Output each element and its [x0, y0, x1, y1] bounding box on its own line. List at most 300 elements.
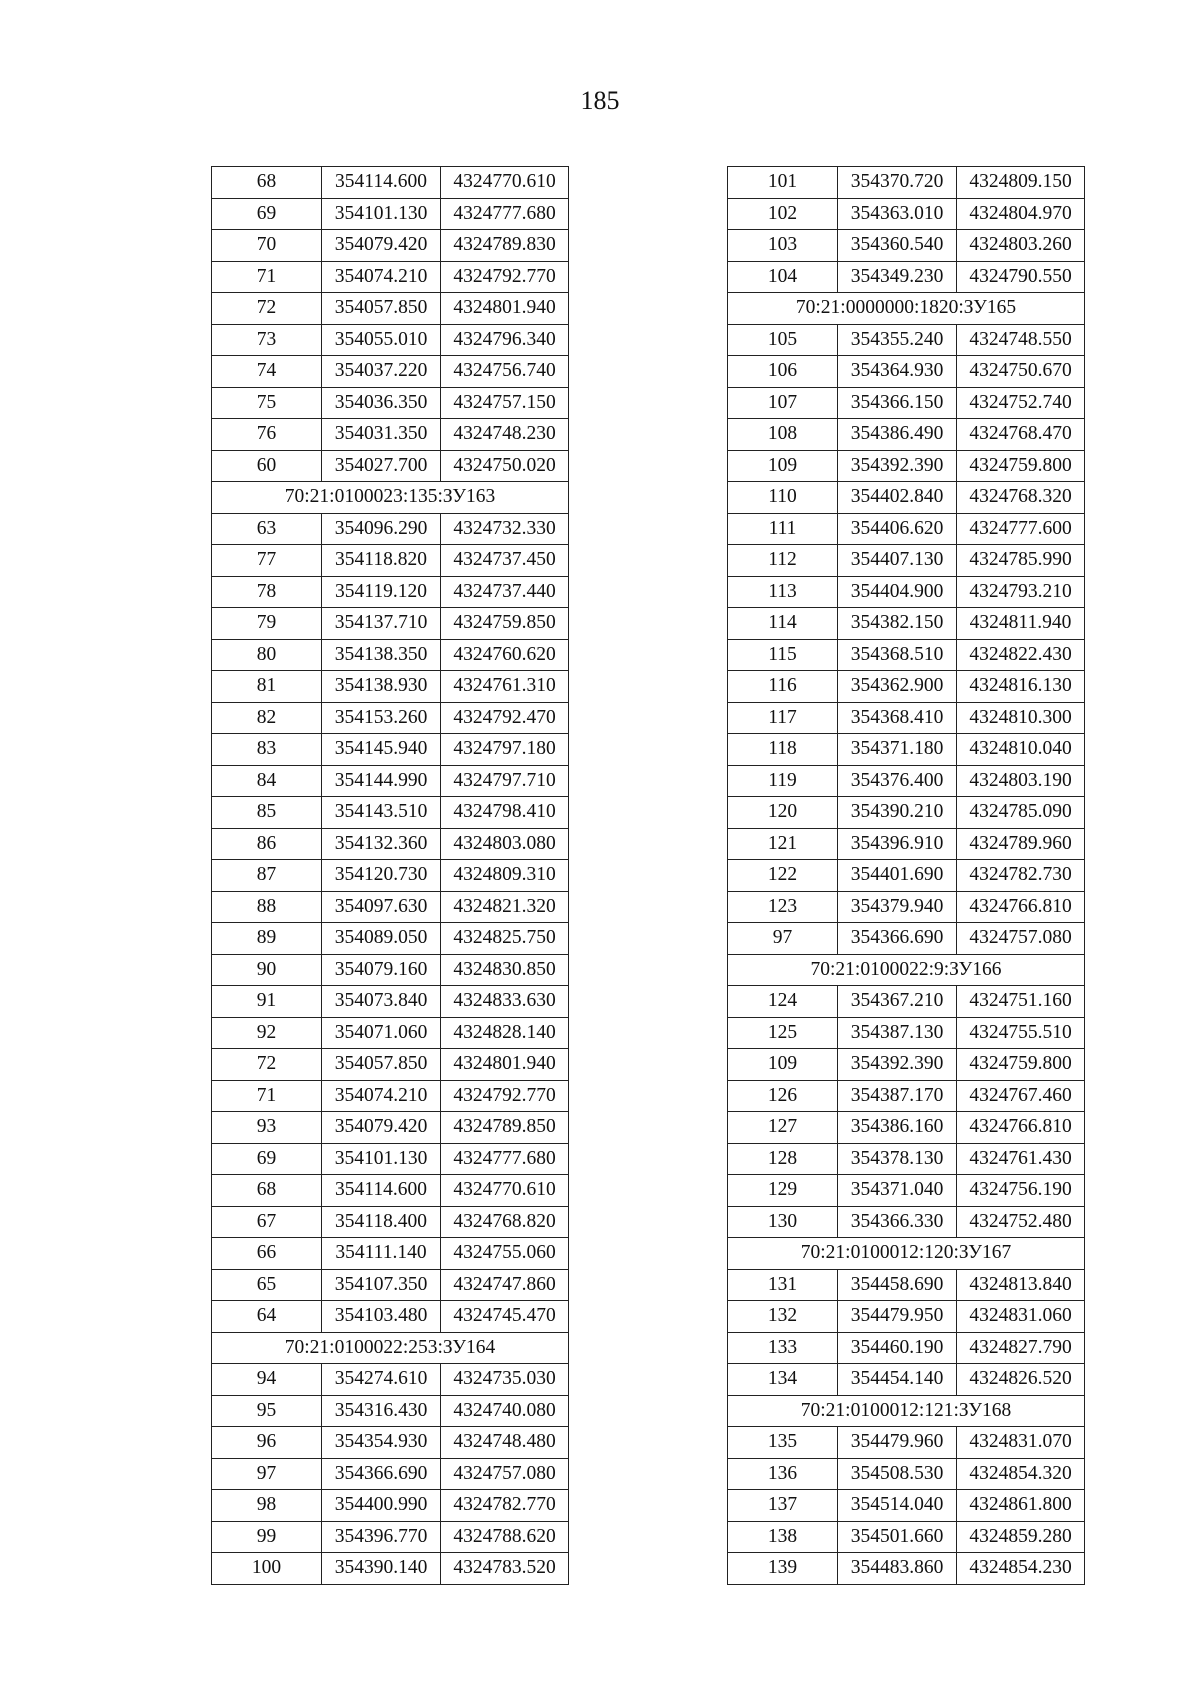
- x-coordinate-cell: 354378.130: [838, 1143, 957, 1175]
- parcel-cadastral-number: 70:21:0100022:9:ЗУ166: [728, 954, 1085, 986]
- table-row: [212, 608, 569, 640]
- y-coordinate-cell: 4324785.090: [957, 797, 1085, 829]
- table-row: [212, 1049, 569, 1081]
- table-row: [728, 986, 1085, 1018]
- y-coordinate-cell: 4324801.940: [441, 293, 569, 325]
- point-number-cell: 71: [212, 261, 322, 293]
- table-row: [728, 1175, 1085, 1207]
- y-coordinate-cell: 4324756.740: [441, 356, 569, 388]
- table-row: [212, 765, 569, 797]
- table-row: [212, 545, 569, 577]
- y-coordinate-cell: 4324760.620: [441, 639, 569, 671]
- y-coordinate-cell: 4324803.260: [957, 230, 1085, 262]
- y-coordinate-cell: 4324821.320: [441, 891, 569, 923]
- x-coordinate-cell: 354143.510: [322, 797, 441, 829]
- table-row: [212, 1017, 569, 1049]
- point-number-cell: 105: [728, 324, 838, 356]
- y-coordinate-cell: 4324803.190: [957, 765, 1085, 797]
- point-number-cell: 134: [728, 1364, 838, 1396]
- table-row: [728, 545, 1085, 577]
- point-number-cell: 83: [212, 734, 322, 766]
- table-row: [728, 608, 1085, 640]
- x-coordinate-cell: 354514.040: [838, 1490, 957, 1522]
- parcel-header-row: [212, 482, 569, 514]
- x-coordinate-cell: 354055.010: [322, 324, 441, 356]
- point-number-cell: 120: [728, 797, 838, 829]
- point-number-cell: 116: [728, 671, 838, 703]
- point-number-cell: 84: [212, 765, 322, 797]
- y-coordinate-cell: 4324752.740: [957, 387, 1085, 419]
- coordinates-table-right: [727, 166, 1085, 1585]
- table-row: [212, 1521, 569, 1553]
- x-coordinate-cell: 354392.390: [838, 1049, 957, 1081]
- x-coordinate-cell: 354057.850: [322, 1049, 441, 1081]
- x-coordinate-cell: 354145.940: [322, 734, 441, 766]
- x-coordinate-cell: 354483.860: [838, 1553, 957, 1585]
- table-row: [728, 671, 1085, 703]
- x-coordinate-cell: 354274.610: [322, 1364, 441, 1396]
- y-coordinate-cell: 4324854.230: [957, 1553, 1085, 1585]
- point-number-cell: 139: [728, 1553, 838, 1585]
- y-coordinate-cell: 4324777.600: [957, 513, 1085, 545]
- point-number-cell: 90: [212, 954, 322, 986]
- table-row: [728, 261, 1085, 293]
- table-row: [212, 198, 569, 230]
- table-row: [212, 797, 569, 829]
- y-coordinate-cell: 4324735.030: [441, 1364, 569, 1396]
- x-coordinate-cell: 354071.060: [322, 1017, 441, 1049]
- table-row: [212, 1238, 569, 1270]
- point-number-cell: 112: [728, 545, 838, 577]
- y-coordinate-cell: 4324797.180: [441, 734, 569, 766]
- y-coordinate-cell: 4324813.840: [957, 1269, 1085, 1301]
- table-row: [728, 1269, 1085, 1301]
- x-coordinate-cell: 354362.900: [838, 671, 957, 703]
- x-coordinate-cell: 354460.190: [838, 1332, 957, 1364]
- x-coordinate-cell: 354396.910: [838, 828, 957, 860]
- y-coordinate-cell: 4324768.470: [957, 419, 1085, 451]
- point-number-cell: 95: [212, 1395, 322, 1427]
- y-coordinate-cell: 4324831.070: [957, 1427, 1085, 1459]
- y-coordinate-cell: 4324792.770: [441, 1080, 569, 1112]
- point-number-cell: 108: [728, 419, 838, 451]
- point-number-cell: 69: [212, 1143, 322, 1175]
- point-number-cell: 128: [728, 1143, 838, 1175]
- y-coordinate-cell: 4324777.680: [441, 1143, 569, 1175]
- y-coordinate-cell: 4324785.990: [957, 545, 1085, 577]
- x-coordinate-cell: 354120.730: [322, 860, 441, 892]
- point-number-cell: 66: [212, 1238, 322, 1270]
- table-row: [728, 1143, 1085, 1175]
- x-coordinate-cell: 354479.960: [838, 1427, 957, 1459]
- y-coordinate-cell: 4324737.440: [441, 576, 569, 608]
- point-number-cell: 138: [728, 1521, 838, 1553]
- point-number-cell: 113: [728, 576, 838, 608]
- x-coordinate-cell: 354138.930: [322, 671, 441, 703]
- table-row: [728, 356, 1085, 388]
- y-coordinate-cell: 4324816.130: [957, 671, 1085, 703]
- table-row: [728, 1490, 1085, 1522]
- x-coordinate-cell: 354387.170: [838, 1080, 957, 1112]
- x-coordinate-cell: 354402.840: [838, 482, 957, 514]
- point-number-cell: 70: [212, 230, 322, 262]
- x-coordinate-cell: 354386.160: [838, 1112, 957, 1144]
- x-coordinate-cell: 354370.720: [838, 167, 957, 199]
- x-coordinate-cell: 354119.120: [322, 576, 441, 608]
- point-number-cell: 71: [212, 1080, 322, 1112]
- y-coordinate-cell: 4324793.210: [957, 576, 1085, 608]
- y-coordinate-cell: 4324756.190: [957, 1175, 1085, 1207]
- y-coordinate-cell: 4324792.470: [441, 702, 569, 734]
- x-coordinate-cell: 354316.430: [322, 1395, 441, 1427]
- table-row: [728, 450, 1085, 482]
- point-number-cell: 110: [728, 482, 838, 514]
- x-coordinate-cell: 354371.180: [838, 734, 957, 766]
- y-coordinate-cell: 4324740.080: [441, 1395, 569, 1427]
- y-coordinate-cell: 4324828.140: [441, 1017, 569, 1049]
- table-row: [212, 513, 569, 545]
- table-row: [728, 482, 1085, 514]
- x-coordinate-cell: 354382.150: [838, 608, 957, 640]
- y-coordinate-cell: 4324759.800: [957, 1049, 1085, 1081]
- x-coordinate-cell: 354404.900: [838, 576, 957, 608]
- table-row: [212, 1112, 569, 1144]
- point-number-cell: 124: [728, 986, 838, 1018]
- y-coordinate-cell: 4324827.790: [957, 1332, 1085, 1364]
- table-row: [728, 734, 1085, 766]
- y-coordinate-cell: 4324759.850: [441, 608, 569, 640]
- y-coordinate-cell: 4324770.610: [441, 167, 569, 199]
- table-row: [728, 167, 1085, 199]
- table-row: [728, 923, 1085, 955]
- point-number-cell: 93: [212, 1112, 322, 1144]
- parcel-header-row: [728, 293, 1085, 325]
- y-coordinate-cell: 4324792.770: [441, 261, 569, 293]
- point-number-cell: 64: [212, 1301, 322, 1333]
- table-row: [728, 702, 1085, 734]
- parcel-cadastral-number: 70:21:0100022:253:ЗУ164: [212, 1332, 569, 1364]
- point-number-cell: 72: [212, 1049, 322, 1081]
- table-row: [212, 324, 569, 356]
- x-coordinate-cell: 354144.990: [322, 765, 441, 797]
- y-coordinate-cell: 4324809.310: [441, 860, 569, 892]
- table-row: [212, 1490, 569, 1522]
- point-number-cell: 101: [728, 167, 838, 199]
- point-number-cell: 81: [212, 671, 322, 703]
- table-row: [212, 387, 569, 419]
- y-coordinate-cell: 4324766.810: [957, 891, 1085, 923]
- y-coordinate-cell: 4324861.800: [957, 1490, 1085, 1522]
- y-coordinate-cell: 4324752.480: [957, 1206, 1085, 1238]
- table-row: [728, 1553, 1085, 1585]
- x-coordinate-cell: 354367.210: [838, 986, 957, 1018]
- x-coordinate-cell: 354079.160: [322, 954, 441, 986]
- table-row: [728, 1458, 1085, 1490]
- table-row: [728, 797, 1085, 829]
- y-coordinate-cell: 4324803.080: [441, 828, 569, 860]
- table-row: [728, 419, 1085, 451]
- y-coordinate-cell: 4324757.150: [441, 387, 569, 419]
- x-coordinate-cell: 354079.420: [322, 1112, 441, 1144]
- table-row: [212, 167, 569, 199]
- x-coordinate-cell: 354138.350: [322, 639, 441, 671]
- x-coordinate-cell: 354074.210: [322, 1080, 441, 1112]
- point-number-cell: 123: [728, 891, 838, 923]
- point-number-cell: 87: [212, 860, 322, 892]
- x-coordinate-cell: 354354.930: [322, 1427, 441, 1459]
- point-number-cell: 103: [728, 230, 838, 262]
- x-coordinate-cell: 354031.350: [322, 419, 441, 451]
- table-row: [728, 198, 1085, 230]
- coordinates-table-left: [211, 166, 569, 1585]
- x-coordinate-cell: 354103.480: [322, 1301, 441, 1333]
- point-number-cell: 74: [212, 356, 322, 388]
- parcel-cadastral-number: 70:21:0100023:135:ЗУ163: [212, 482, 569, 514]
- page-number: 185: [580, 86, 620, 115]
- point-number-cell: 104: [728, 261, 838, 293]
- table-row: [728, 828, 1085, 860]
- point-number-cell: 114: [728, 608, 838, 640]
- point-number-cell: 131: [728, 1269, 838, 1301]
- table-row: [212, 1269, 569, 1301]
- x-coordinate-cell: 354366.150: [838, 387, 957, 419]
- x-coordinate-cell: 354096.290: [322, 513, 441, 545]
- table-row: [212, 1206, 569, 1238]
- point-number-cell: 88: [212, 891, 322, 923]
- point-number-cell: 109: [728, 1049, 838, 1081]
- point-number-cell: 75: [212, 387, 322, 419]
- y-coordinate-cell: 4324859.280: [957, 1521, 1085, 1553]
- point-number-cell: 107: [728, 387, 838, 419]
- y-coordinate-cell: 4324804.970: [957, 198, 1085, 230]
- y-coordinate-cell: 4324732.330: [441, 513, 569, 545]
- table-row: [728, 765, 1085, 797]
- table-row: [728, 230, 1085, 262]
- x-coordinate-cell: 354387.130: [838, 1017, 957, 1049]
- x-coordinate-cell: 354036.350: [322, 387, 441, 419]
- x-coordinate-cell: 354363.010: [838, 198, 957, 230]
- point-number-cell: 115: [728, 639, 838, 671]
- table-row: [212, 923, 569, 955]
- table-row: [212, 356, 569, 388]
- table-row: [728, 860, 1085, 892]
- point-number-cell: 136: [728, 1458, 838, 1490]
- y-coordinate-cell: 4324789.830: [441, 230, 569, 262]
- table-row: [728, 1017, 1085, 1049]
- table-row: [728, 1112, 1085, 1144]
- point-number-cell: 97: [212, 1458, 322, 1490]
- point-number-cell: 67: [212, 1206, 322, 1238]
- x-coordinate-cell: 354107.350: [322, 1269, 441, 1301]
- y-coordinate-cell: 4324854.320: [957, 1458, 1085, 1490]
- parcel-cadastral-number: 70:21:0100012:121:ЗУ168: [728, 1395, 1085, 1427]
- y-coordinate-cell: 4324757.080: [957, 923, 1085, 955]
- x-coordinate-cell: 354401.690: [838, 860, 957, 892]
- parcel-cadastral-number: 70:21:0000000:1820:ЗУ165: [728, 293, 1085, 325]
- x-coordinate-cell: 354501.660: [838, 1521, 957, 1553]
- y-coordinate-cell: 4324750.020: [441, 450, 569, 482]
- x-coordinate-cell: 354371.040: [838, 1175, 957, 1207]
- table-row: [728, 1521, 1085, 1553]
- table-row: [728, 1080, 1085, 1112]
- point-number-cell: 137: [728, 1490, 838, 1522]
- point-number-cell: 86: [212, 828, 322, 860]
- table-row: [212, 1080, 569, 1112]
- x-coordinate-cell: 354390.140: [322, 1553, 441, 1585]
- parcel-header-row: [728, 954, 1085, 986]
- table-row: [212, 230, 569, 262]
- y-coordinate-cell: 4324755.060: [441, 1238, 569, 1270]
- point-number-cell: 91: [212, 986, 322, 1018]
- point-number-cell: 102: [728, 198, 838, 230]
- point-number-cell: 121: [728, 828, 838, 860]
- x-coordinate-cell: 354079.420: [322, 230, 441, 262]
- x-coordinate-cell: 354366.690: [322, 1458, 441, 1490]
- y-coordinate-cell: 4324761.430: [957, 1143, 1085, 1175]
- x-coordinate-cell: 354132.360: [322, 828, 441, 860]
- x-coordinate-cell: 354379.940: [838, 891, 957, 923]
- table-row: [212, 1175, 569, 1207]
- point-number-cell: 79: [212, 608, 322, 640]
- table-row: [212, 293, 569, 325]
- x-coordinate-cell: 354364.930: [838, 356, 957, 388]
- y-coordinate-cell: 4324759.800: [957, 450, 1085, 482]
- x-coordinate-cell: 354390.210: [838, 797, 957, 829]
- point-number-cell: 97: [728, 923, 838, 955]
- x-coordinate-cell: 354118.820: [322, 545, 441, 577]
- table-row: [212, 702, 569, 734]
- y-coordinate-cell: 4324782.770: [441, 1490, 569, 1522]
- y-coordinate-cell: 4324748.480: [441, 1427, 569, 1459]
- y-coordinate-cell: 4324757.080: [441, 1458, 569, 1490]
- table-row: [212, 828, 569, 860]
- y-coordinate-cell: 4324747.860: [441, 1269, 569, 1301]
- y-coordinate-cell: 4324777.680: [441, 198, 569, 230]
- point-number-cell: 89: [212, 923, 322, 955]
- y-coordinate-cell: 4324811.940: [957, 608, 1085, 640]
- y-coordinate-cell: 4324789.850: [441, 1112, 569, 1144]
- x-coordinate-cell: 354386.490: [838, 419, 957, 451]
- point-number-cell: 129: [728, 1175, 838, 1207]
- x-coordinate-cell: 354101.130: [322, 1143, 441, 1175]
- table-row: [212, 1395, 569, 1427]
- y-coordinate-cell: 4324755.510: [957, 1017, 1085, 1049]
- y-coordinate-cell: 4324737.450: [441, 545, 569, 577]
- point-number-cell: 119: [728, 765, 838, 797]
- x-coordinate-cell: 354406.620: [838, 513, 957, 545]
- x-coordinate-cell: 354366.690: [838, 923, 957, 955]
- x-coordinate-cell: 354097.630: [322, 891, 441, 923]
- point-number-cell: 76: [212, 419, 322, 451]
- table-row: [212, 986, 569, 1018]
- x-coordinate-cell: 354114.600: [322, 1175, 441, 1207]
- y-coordinate-cell: 4324750.670: [957, 356, 1085, 388]
- table-row: [212, 1553, 569, 1585]
- y-coordinate-cell: 4324810.040: [957, 734, 1085, 766]
- x-coordinate-cell: 354089.050: [322, 923, 441, 955]
- table-row: [728, 1206, 1085, 1238]
- x-coordinate-cell: 354118.400: [322, 1206, 441, 1238]
- y-coordinate-cell: 4324751.160: [957, 986, 1085, 1018]
- table-row: [728, 513, 1085, 545]
- parcel-header-row: [728, 1238, 1085, 1270]
- table-row: [212, 261, 569, 293]
- y-coordinate-cell: 4324745.470: [441, 1301, 569, 1333]
- y-coordinate-cell: 4324798.410: [441, 797, 569, 829]
- table-row: [212, 954, 569, 986]
- point-number-cell: 63: [212, 513, 322, 545]
- table-row: [212, 639, 569, 671]
- x-coordinate-cell: 354479.950: [838, 1301, 957, 1333]
- y-coordinate-cell: 4324767.460: [957, 1080, 1085, 1112]
- point-number-cell: 78: [212, 576, 322, 608]
- point-number-cell: 69: [212, 198, 322, 230]
- y-coordinate-cell: 4324788.620: [441, 1521, 569, 1553]
- table-row: [212, 450, 569, 482]
- point-number-cell: 85: [212, 797, 322, 829]
- table-row: [212, 1427, 569, 1459]
- point-number-cell: 133: [728, 1332, 838, 1364]
- table-row: [728, 324, 1085, 356]
- point-number-cell: 80: [212, 639, 322, 671]
- x-coordinate-cell: 354508.530: [838, 1458, 957, 1490]
- x-coordinate-cell: 354366.330: [838, 1206, 957, 1238]
- x-coordinate-cell: 354368.410: [838, 702, 957, 734]
- y-coordinate-cell: 4324831.060: [957, 1301, 1085, 1333]
- y-coordinate-cell: 4324810.300: [957, 702, 1085, 734]
- y-coordinate-cell: 4324826.520: [957, 1364, 1085, 1396]
- point-number-cell: 73: [212, 324, 322, 356]
- y-coordinate-cell: 4324761.310: [441, 671, 569, 703]
- table-row: [728, 1049, 1085, 1081]
- table-row: [728, 1364, 1085, 1396]
- point-number-cell: 94: [212, 1364, 322, 1396]
- point-number-cell: 132: [728, 1301, 838, 1333]
- point-number-cell: 68: [212, 167, 322, 199]
- x-coordinate-cell: 354349.230: [838, 261, 957, 293]
- x-coordinate-cell: 354111.140: [322, 1238, 441, 1270]
- table-row: [728, 1427, 1085, 1459]
- table-row: [212, 671, 569, 703]
- point-number-cell: 98: [212, 1490, 322, 1522]
- x-coordinate-cell: 354355.240: [838, 324, 957, 356]
- y-coordinate-cell: 4324830.850: [441, 954, 569, 986]
- point-number-cell: 82: [212, 702, 322, 734]
- x-coordinate-cell: 354153.260: [322, 702, 441, 734]
- point-number-cell: 96: [212, 1427, 322, 1459]
- x-coordinate-cell: 354073.840: [322, 986, 441, 1018]
- x-coordinate-cell: 354027.700: [322, 450, 441, 482]
- table-row: [728, 1332, 1085, 1364]
- y-coordinate-cell: 4324797.710: [441, 765, 569, 797]
- point-number-cell: 100: [212, 1553, 322, 1585]
- point-number-cell: 65: [212, 1269, 322, 1301]
- x-coordinate-cell: 354114.600: [322, 167, 441, 199]
- x-coordinate-cell: 354101.130: [322, 198, 441, 230]
- point-number-cell: 106: [728, 356, 838, 388]
- y-coordinate-cell: 4324768.820: [441, 1206, 569, 1238]
- table-row: [728, 1301, 1085, 1333]
- table-row: [212, 419, 569, 451]
- point-number-cell: 122: [728, 860, 838, 892]
- parcel-header-row: [212, 1332, 569, 1364]
- y-coordinate-cell: 4324770.610: [441, 1175, 569, 1207]
- parcel-cadastral-number: 70:21:0100012:120:ЗУ167: [728, 1238, 1085, 1270]
- x-coordinate-cell: 354396.770: [322, 1521, 441, 1553]
- y-coordinate-cell: 4324768.320: [957, 482, 1085, 514]
- table-row: [212, 1143, 569, 1175]
- table-row: [212, 576, 569, 608]
